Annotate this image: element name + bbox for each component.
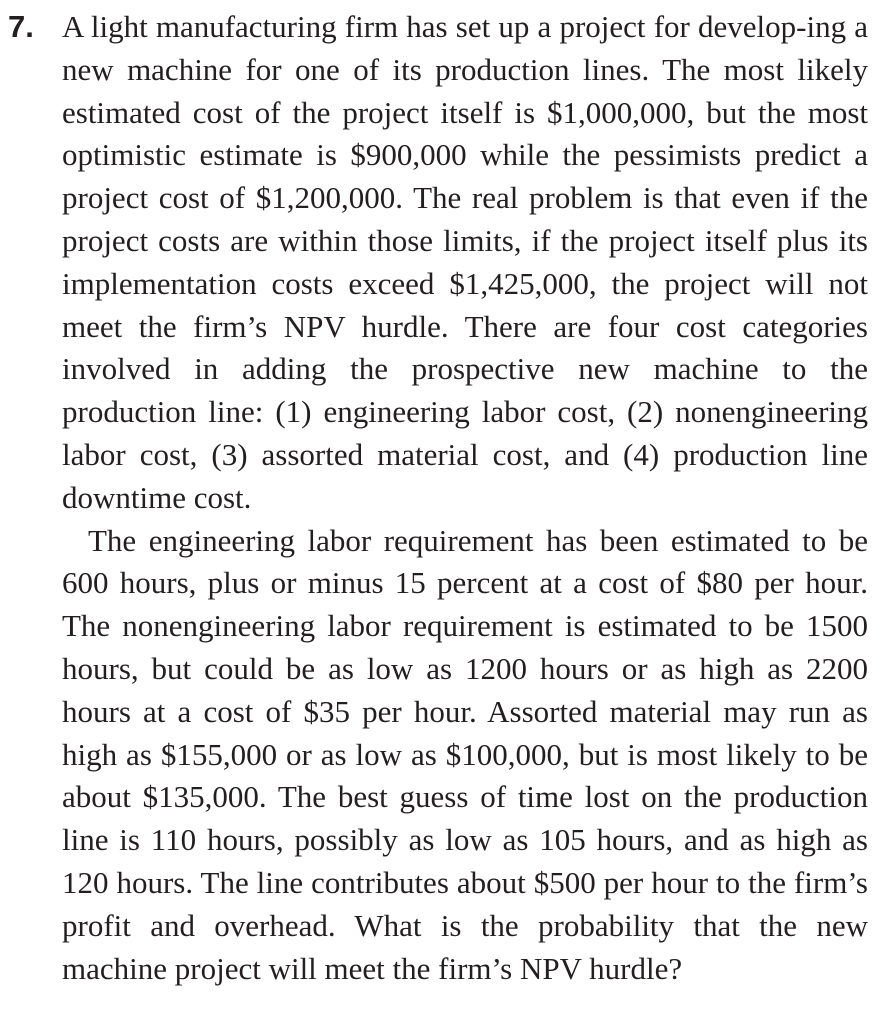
problem-7	[8, 6, 868, 990]
problem-number: 7.	[8, 9, 34, 44]
problem-body	[62, 6, 868, 990]
paragraph-cost-estimates: The engineering labor requirement has been estimated to be 600 hours, plus or minus 15 percent at a cost of $80 per hour. The nonengineering labor requirement is estimated to be 1500 hours, but could be as low as 1200 hours or as high as 2200 hours at a cost of $35 per hour. Assorted material may run as high as $155,000 or as low as $100,000, but is most likely to be about $135,000. The best guess of time lost on the production line is 110 hours, possibly as low as 105 hours, and as high as 120 hours. The line contributes about $500 per hour to the firm’s profit and overhead. What is the probability that the new machine project will meet the firm’s NPV hurdle?	[62, 522, 868, 986]
paragraph-project-description: A light manufacturing firm has set up a project for develop-ing a new machine for one of its production lines. The most likely estimated cost of the project itself is $1,000,000, but the most optimistic estimate is $900,000 while the pessimists predict a project cost of $1,200,000. The real problem is that even if the project costs are within those limits, if the project itself plus its implementation costs exceed $1,425,000, the project will not meet the firm’s NPV hurdle. There are four cost categories involved in adding the prospective new machine to the production line: (1) engineering labor cost, (2) nonengineering labor cost, (3) assorted material cost, and (4) production line downtime cost.	[62, 9, 868, 515]
